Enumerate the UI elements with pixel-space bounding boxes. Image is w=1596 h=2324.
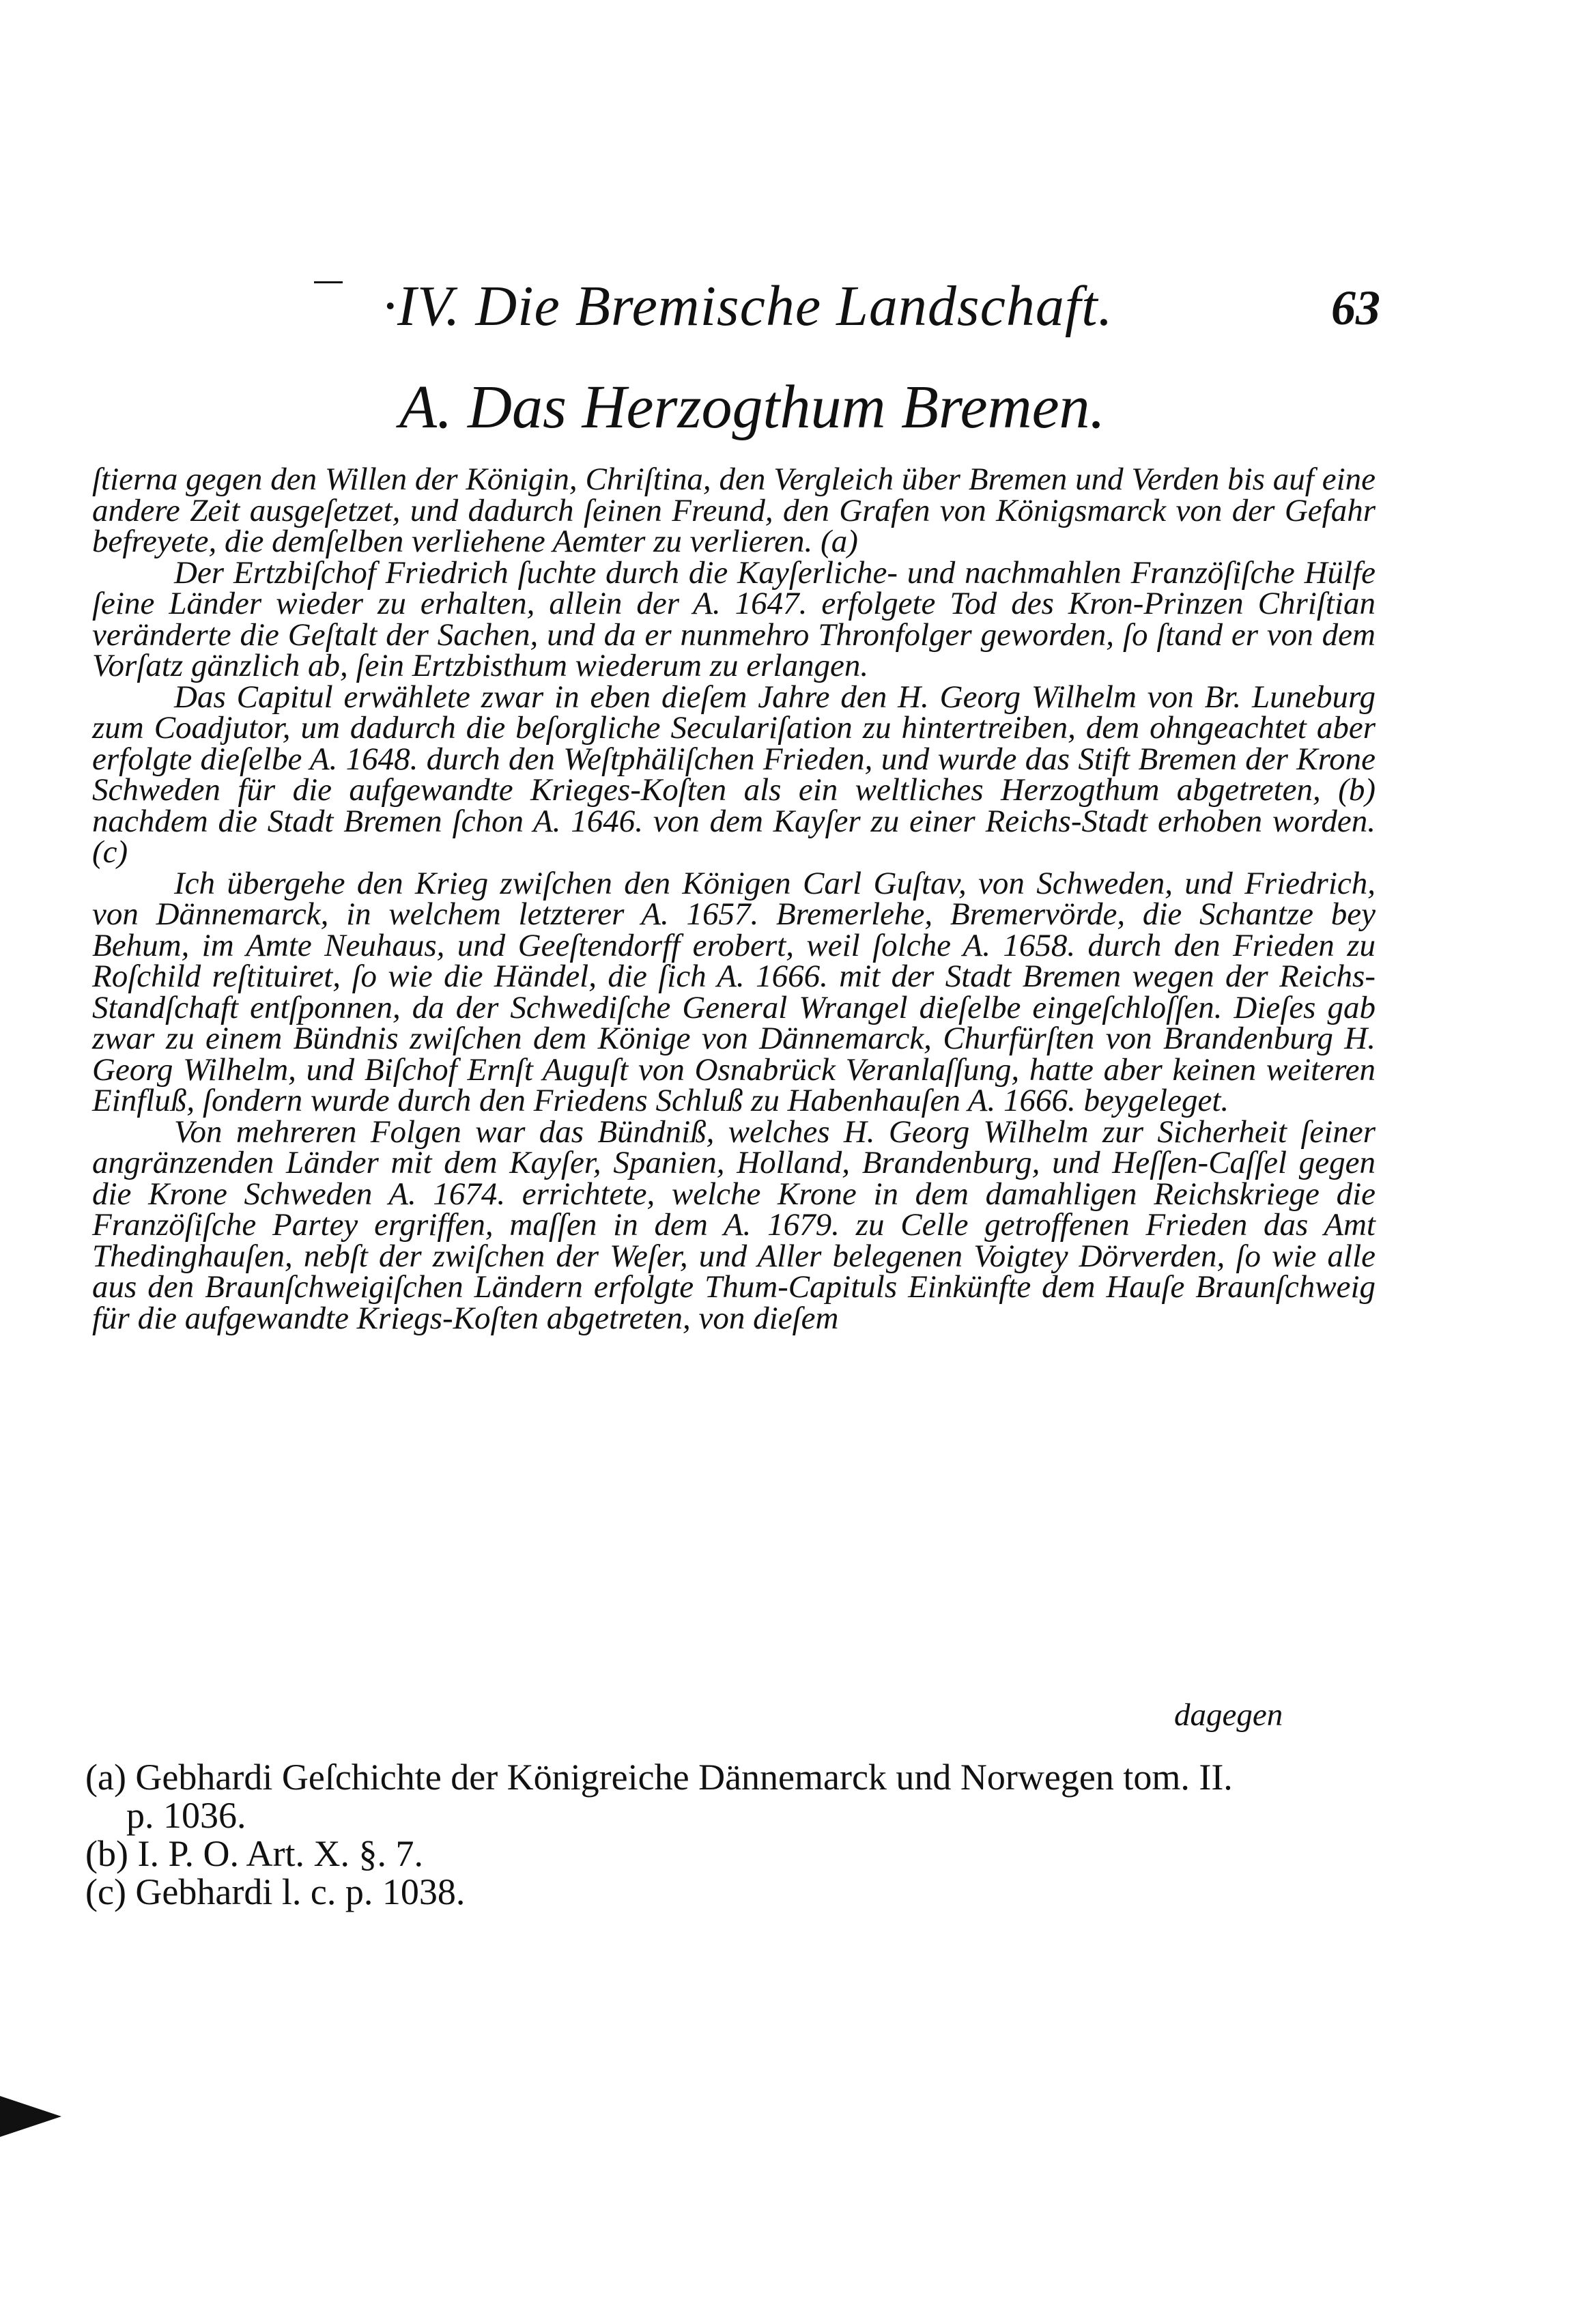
footnotes bbox=[85, 1758, 1369, 1911]
paragraph: Ich übergehe den Krieg zwiſchen den Königen Carl Guſtav, von Schweden, und Friedrich, von Dännemarck, in welchem letzterer A. 1657. Bremerlehe, Bremervörde, die Schantze bey Behum, im Amte Neuhaus, und Geeſtendorff erobert, weil ſolche A. 1658. durch den Frieden zu Roſchild reſtituiret, ſo wie die Händel, die ſich A. 1666. mit der Stadt Bremen wegen der Reichs-Standſchaft entſponnen, da der Schwediſche General Wrangel dieſelbe eingeſchloſſen. Dieſes gab zwar zu einem Bündnis zwiſchen dem Könige von Dännemarck, Churfürſten von Brandenburg H. Georg Wilhelm, und Biſchof Ernſt Auguſt von Osnabrück Veranlaſſung, hatte aber keinen weiteren Einfluß, ſondern wurde durch den Friedens Schluß zu Habenhauſen A. 1666. beygeleget. bbox=[92, 865, 1376, 1118]
footnote-b: (b) I. P. O. Art. X. §. 7. bbox=[85, 1833, 423, 1874]
header-dash bbox=[314, 281, 343, 283]
section-subtitle: A. Das Herzogthum Bremen. bbox=[399, 373, 1106, 441]
catchword: dagegen bbox=[1174, 1697, 1283, 1733]
paragraph: Von mehreren Folgen war das Bündniß, welches H. Georg Wilhelm zur Sicherheit ſeiner angränzenden Länder mit dem Kayſer, Spanien, Holland, Brandenburg, und Heſſen-Caſſel gegen die Krone Schweden A. 1674. errichtete, welche Krone in dem damahligen Reichskriege die Franzöſiſche Partey ergriffen, maſſen in dem A. 1679. zu Celle getroffenen Frieden das Amt Thedinghauſen, nebſt der zwiſchen der Weſer, und Aller belegenen Voigtey Dörverden, ſo wie alle aus den Braunſchweigiſchen Ländern erfolgte Thum-Capituls Einkünfte dem Hauſe Braunſchweig für die aufgewandte Kriegs-Koſten abgetreten, von dieſem bbox=[92, 1114, 1376, 1336]
page-header: ·IV. Die Bremische Landschaft. bbox=[382, 274, 1113, 338]
page-number: 63 bbox=[1331, 281, 1380, 335]
scan-edge-marker bbox=[0, 2096, 61, 2137]
body-text bbox=[92, 464, 1376, 1334]
footnote-a bbox=[85, 1758, 1369, 1834]
paragraph: ſtierna gegen den Willen der Königin, Chriſtina, den Vergleich über Bremen und Verden bis auf eine andere Zeit ausgeſetzet, und dadurch ſeinen Freund, den Grafen von Königsmarck von der Gefahr befreyete, die demſelben verliehene Aemter zu verlieren. (a) bbox=[92, 462, 1376, 559]
paragraph: Der Ertzbiſchof Friedrich ſuchte durch die Kayſerliche- und nachmahlen Franzöſiſche Hülfe ſeine Länder wieder zu erhalten, allein der A. 1647. erfolgete Tod des Kron-Prinzen Chriſtian veränderte die Geſtalt der Sachen, und da er nunmehro Thronfolger geworden, ſo ſtand er von dem Vorſatz gänzlich ab, ſein Ertzbisthum wiederum zu erlangen. bbox=[92, 554, 1376, 683]
footnote-a-continuation: p. 1036. bbox=[126, 1795, 246, 1836]
footnote-c: (c) Gebhardi l. c. p. 1038. bbox=[85, 1871, 466, 1912]
footnote-a-text: (a) Gebhardi Geſchichte der Königreiche Dännemarck und Norwegen tom. II. bbox=[85, 1757, 1233, 1798]
paragraph: Das Capitul erwählete zwar in eben dieſem Jahre den H. Georg Wilhelm von Br. Luneburg zum Coadjutor, um dadurch die beſorgliche Seculariſation zu hintertreiben, dem ohngeachtet aber erfolgte dieſelbe A. 1648. durch den Weſtphäliſchen Frieden, und wurde das Stift Bremen der Krone Schweden für die aufgewandte Krieges-Koſten als ein weltliches Herzogthum abgetreten, (b) nachdem die Stadt Bremen ſchon A. 1646. von dem Kayſer zu einer Reichs-Stadt erhoben worden. (c) bbox=[92, 679, 1376, 870]
